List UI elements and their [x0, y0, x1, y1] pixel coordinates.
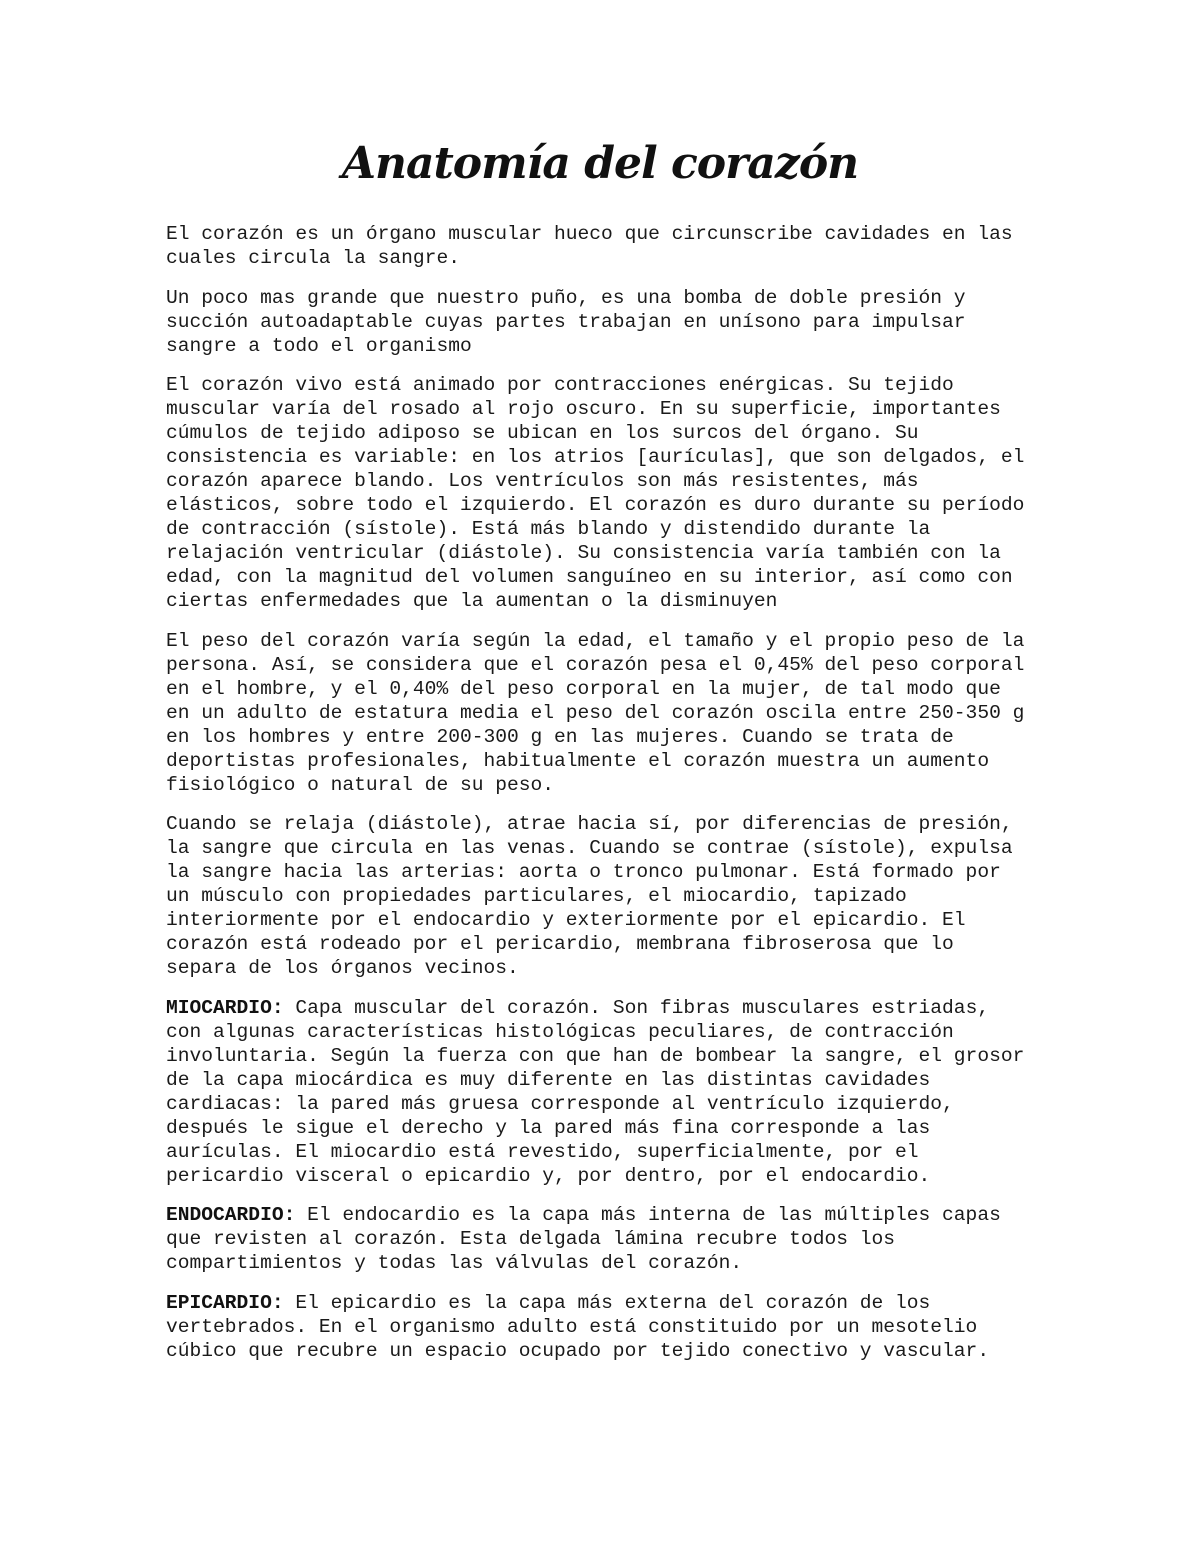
paragraph: Un poco mas grande que nuestro puño, es una bomba de doble presión y succión autoadaptable cuyas partes trabajan en unísono para impulsar sangre a todo el organismo	[166, 286, 966, 357]
paragraph: Cuando se relaja (diástole), atrae hacia sí, por diferencias de presión, la sangre que circula en las venas. Cuando se contrae (sístole), expulsa la sangre hacia las arterias: aorta o tronco pulmonar. Está formado por un músculo con propiedades particulares, el miocardio, tapizado interiormente por el endocardio y exteriormente por el epicardio. El corazón está rodeado por el pericardio, membrana fibroserosa que lo separa de los órganos vecinos.	[166, 813, 1013, 979]
definition-text: Capa muscular del corazón. Son fibras musculares estriadas, con algunas características histológicas peculiares, de contracción involuntaria. Según la fuerza con que han de bombear la sangre, el grosor de la capa miocárdica es muy diferente en las distintas cavidades cardiacas: la pared más gruesa corresponde al ventrículo izquierdo, después le sigue el derecho y la pared más fina corresponde a las aurículas. El miocardio está revestido, superficialmente, por el pericardio visceral o epicardio y, por dentro, por el endocardio.	[166, 996, 1025, 1187]
definition-term: MIOCARDIO:	[166, 996, 284, 1019]
paragraph: El peso del corazón varía según la edad, el tamaño y el propio peso de la persona. Así, se considera que el corazón pesa el 0,45% del peso corporal en el hombre, y el 0,40% del peso corporal en la mujer, de tal modo que en un adulto de estatura media el peso del corazón oscila entre 250-350 g en los hombres y entre 200-300 g en las mujeres. Cuando se trata de deportistas profesionales, habitualmente el corazón muestra un aumento fisiológico o natural de su peso.	[166, 629, 1025, 796]
definition-epicardio	[166, 1291, 1046, 1363]
paragraph: El corazón es un órgano muscular hueco que circunscribe cavidades en las cuales circula la sangre.	[166, 223, 1013, 269]
definition-endocardio	[166, 1203, 1046, 1275]
definition-text: El epicardio es la capa más externa del corazón de los vertebrados. En el organismo adulto está constituido por un mesotelio cúbico que recubre un espacio ocupado por tejido conectivo y vascular.	[166, 1291, 990, 1362]
definition-term: ENDOCARDIO:	[166, 1204, 296, 1226]
definition-miocardio	[166, 996, 1046, 1188]
paragraph: El corazón vivo está animado por contracciones enérgicas. Su tejido muscular varía del rosado al rojo oscuro. En su superficie, importantes cúmulos de tejido adiposo se ubican en los surcos del órgano. Su consistencia es variable: en los atrios [aurículas], que son delgados, el corazón aparece blando. Los ventrículos son más resistentes, más elásticos, sobre todo el izquierdo. El corazón es duro durante su período de contracción (sístole). Está más blando y distendido durante la relajación ventricular (diástole). Su consistencia varía también con la edad, con la magnitud del volumen sanguíneo en su interior, así como con ciertas enfermedades que la aumentan o la disminuyen	[166, 374, 1025, 612]
definition-text: El endocardio es la capa más interna de las múltiples capas que revisten al corazón. Esta delgada lámina recubre todos los compartimientos y todas las válvulas del corazón.	[166, 1204, 1001, 1274]
document-body	[166, 222, 1046, 1378]
document-title: Anatomía del corazón	[341, 138, 859, 189]
definition-term: EPICARDIO:	[166, 1291, 284, 1314]
